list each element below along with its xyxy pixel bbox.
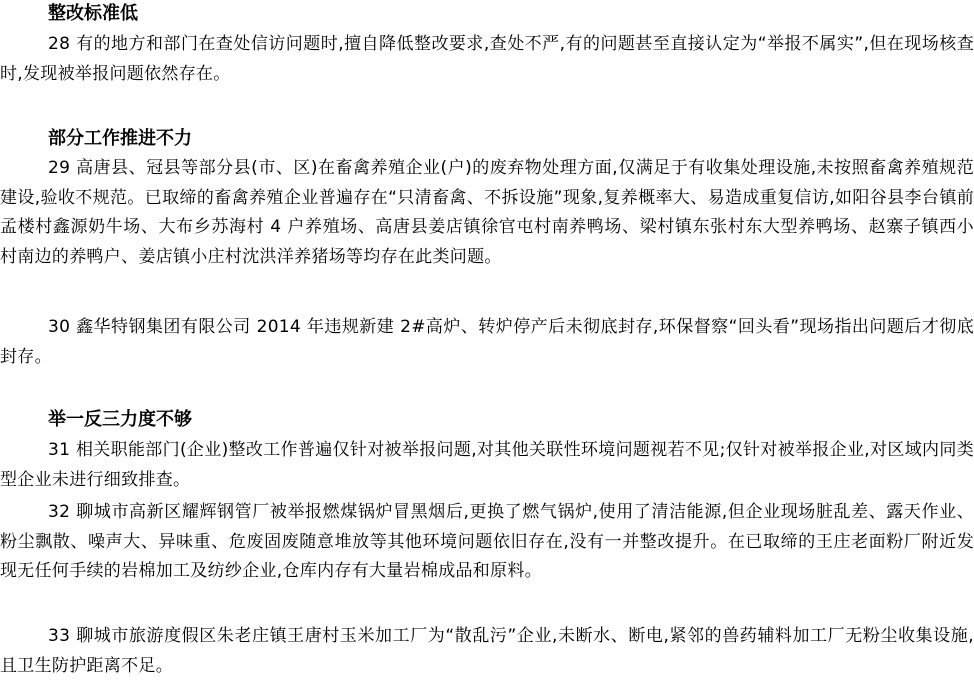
paragraph-32: 32 聊城市高新区耀辉钢管厂被举报燃煤锅炉冒黑烟后,更换了燃气锅炉,使用了清洁能源,但企业现场脏乱差、露天作业、粉尘飘散、噪声大、异味重、危废固废随意堆放等其他环境问题依旧存在,没有一并整改提升。在已取缔的王庄老面粉厂附近发现无任何手续的岩棉加工及纺纱企业,仓库内存有大量岩棉成品和原料。 xyxy=(0,502,974,582)
paragraph-33: 33 聊城市旅游度假区朱老庄镇王唐村玉米加工厂为“散乱污”企业,未断水、断电,紧邻的兽药辅料加工厂无粉尘收集设施,且卫生防护距离不足。 xyxy=(0,626,974,676)
paragraph-28: 28 有的地方和部门在查处信访问题时,擅自降低整改要求,查处不严,有的问题甚至直接认定为“举报不属实”,但在现场核查时,发现被举报问题依然存在。 xyxy=(0,34,974,84)
paragraph-31: 31 相关职能部门(企业)整改工作普遍仅针对被举报问题,对其他关联性环境问题视若不见;仅针对被举报企业,对区域内同类型企业未进行细致排查。 xyxy=(0,440,974,490)
section-heading: 整改标准低 xyxy=(48,3,138,24)
paragraph-30: 30 鑫华特钢集团有限公司 2014 年违规新建 2#高炉、转炉停产后未彻底封存,环保督察“回头看”现场指出问题后才彻底封存。 xyxy=(0,317,974,367)
section-heading: 部分工作推进不力 xyxy=(48,128,192,149)
paragraph-29: 29 高唐县、冠县等部分县(市、区)在畜禽养殖企业(户)的废弃物处理方面,仅满足于有收集处理设施,未按照畜禽养殖规范建设,验收不规范。已取缔的畜禽养殖企业普遍存在“只清畜禽、不拆设施”现象,复养概率大、易造成重复信访,如阳谷县李台镇前孟楼村鑫源奶牛场、大布乡苏海村 4 户养殖场、高唐县姜店镇徐官屯村南养鸭场、梁村镇东张村东大型养鸭场、赵寨子镇西小村南边的养鸭户、姜店镇小庄村沈洪洋养猪场等均存在此类问题。 xyxy=(0,158,974,267)
section-heading: 举一反三力度不够 xyxy=(48,409,192,430)
